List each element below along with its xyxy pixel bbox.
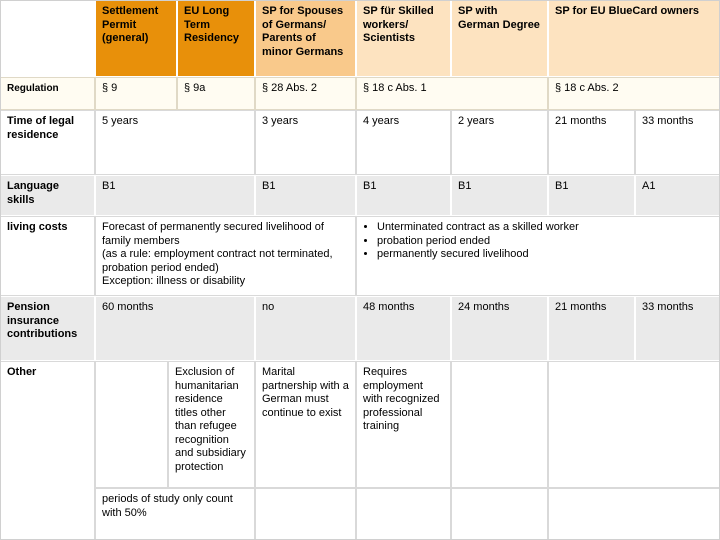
- other-empty-cell: [451, 488, 548, 540]
- other-spouses: Marital partnership with a German must continue to exist: [255, 361, 356, 488]
- language-bluecard-b: A1: [635, 175, 720, 216]
- header-sp-bluecard: SP for EU BlueCard owners: [548, 0, 720, 77]
- language-label: Language skills: [0, 175, 95, 216]
- pension-skilled: 48 months: [356, 296, 451, 361]
- regulation-skilled: § 18 c Abs. 1: [356, 77, 548, 110]
- other-empty-cell: [255, 488, 356, 540]
- residence-bluecard-b: 33 months: [635, 110, 720, 175]
- other-empty-cell: [548, 488, 720, 540]
- regulation-bluecard: § 18 c Abs. 2: [548, 77, 720, 110]
- residence-degree: 2 years: [451, 110, 548, 175]
- header-sp-skilled: SP für Skilled workers/ Scientists: [356, 0, 451, 77]
- regulation-label: Regulation: [0, 77, 95, 110]
- residence-spouses: 3 years: [255, 110, 356, 175]
- other-study-note: periods of study only count with 50%: [95, 488, 255, 540]
- header-sp-spouses: SP for Spouses of Germans/ Parents of minor Germans: [255, 0, 356, 77]
- pension-spouses: no: [255, 296, 356, 361]
- living-general-line: (as a rule: employment contract not terminated, probation period ended): [102, 248, 333, 274]
- other-degree: [451, 361, 548, 488]
- residence-bluecard-a: 21 months: [548, 110, 635, 175]
- pension-bluecard-a: 21 months: [548, 296, 635, 361]
- regulation-settlement: § 9: [95, 77, 177, 110]
- living-bullet: • Unterminated contract as a skilled worker: [377, 221, 713, 235]
- corner-cell: [0, 0, 95, 77]
- pension-label: Pension insurance contributions: [0, 296, 95, 361]
- regulation-eu-long: § 9a: [177, 77, 255, 110]
- header-eu-long-term: EU Long Term Residency: [177, 0, 255, 77]
- living-general: [95, 216, 356, 296]
- header-sp-degree: SP with German Degree: [451, 0, 548, 77]
- living-label: living costs: [0, 216, 95, 296]
- residence-skilled: 4 years: [356, 110, 451, 175]
- language-general: B1: [95, 175, 255, 216]
- other-eu-long: Exclusion of humanitarian residence titles other than refugee recognition and subsidiary protection: [168, 361, 255, 488]
- living-general-line: Forecast of permanently secured livelihood of family members: [102, 221, 324, 247]
- language-bluecard-a: B1: [548, 175, 635, 216]
- other-empty-cell: [356, 488, 451, 540]
- living-bullet: • permanently secured livelihood: [377, 248, 713, 262]
- pension-degree: 24 months: [451, 296, 548, 361]
- language-degree: B1: [451, 175, 548, 216]
- living-bullet-list: [363, 221, 713, 262]
- living-skilled-workers: [356, 216, 720, 296]
- living-bullet: • probation period ended: [377, 235, 713, 249]
- header-settlement-permit: Settlement Permit (general): [95, 0, 177, 77]
- residence-general: 5 years: [95, 110, 255, 175]
- other-skilled: Requires employment with recognized professional training: [356, 361, 451, 488]
- regulation-spouses: § 28 Abs. 2: [255, 77, 356, 110]
- language-skilled: B1: [356, 175, 451, 216]
- pension-general: 60 months: [95, 296, 255, 361]
- residence-label: Time of legal residence: [0, 110, 95, 175]
- language-spouses: B1: [255, 175, 356, 216]
- other-label: Other: [0, 361, 95, 540]
- living-general-line: Exception: illness or disability: [102, 275, 246, 287]
- other-settlement: [95, 361, 168, 488]
- other-bluecard: [548, 361, 720, 488]
- pension-bluecard-b: 33 months: [635, 296, 720, 361]
